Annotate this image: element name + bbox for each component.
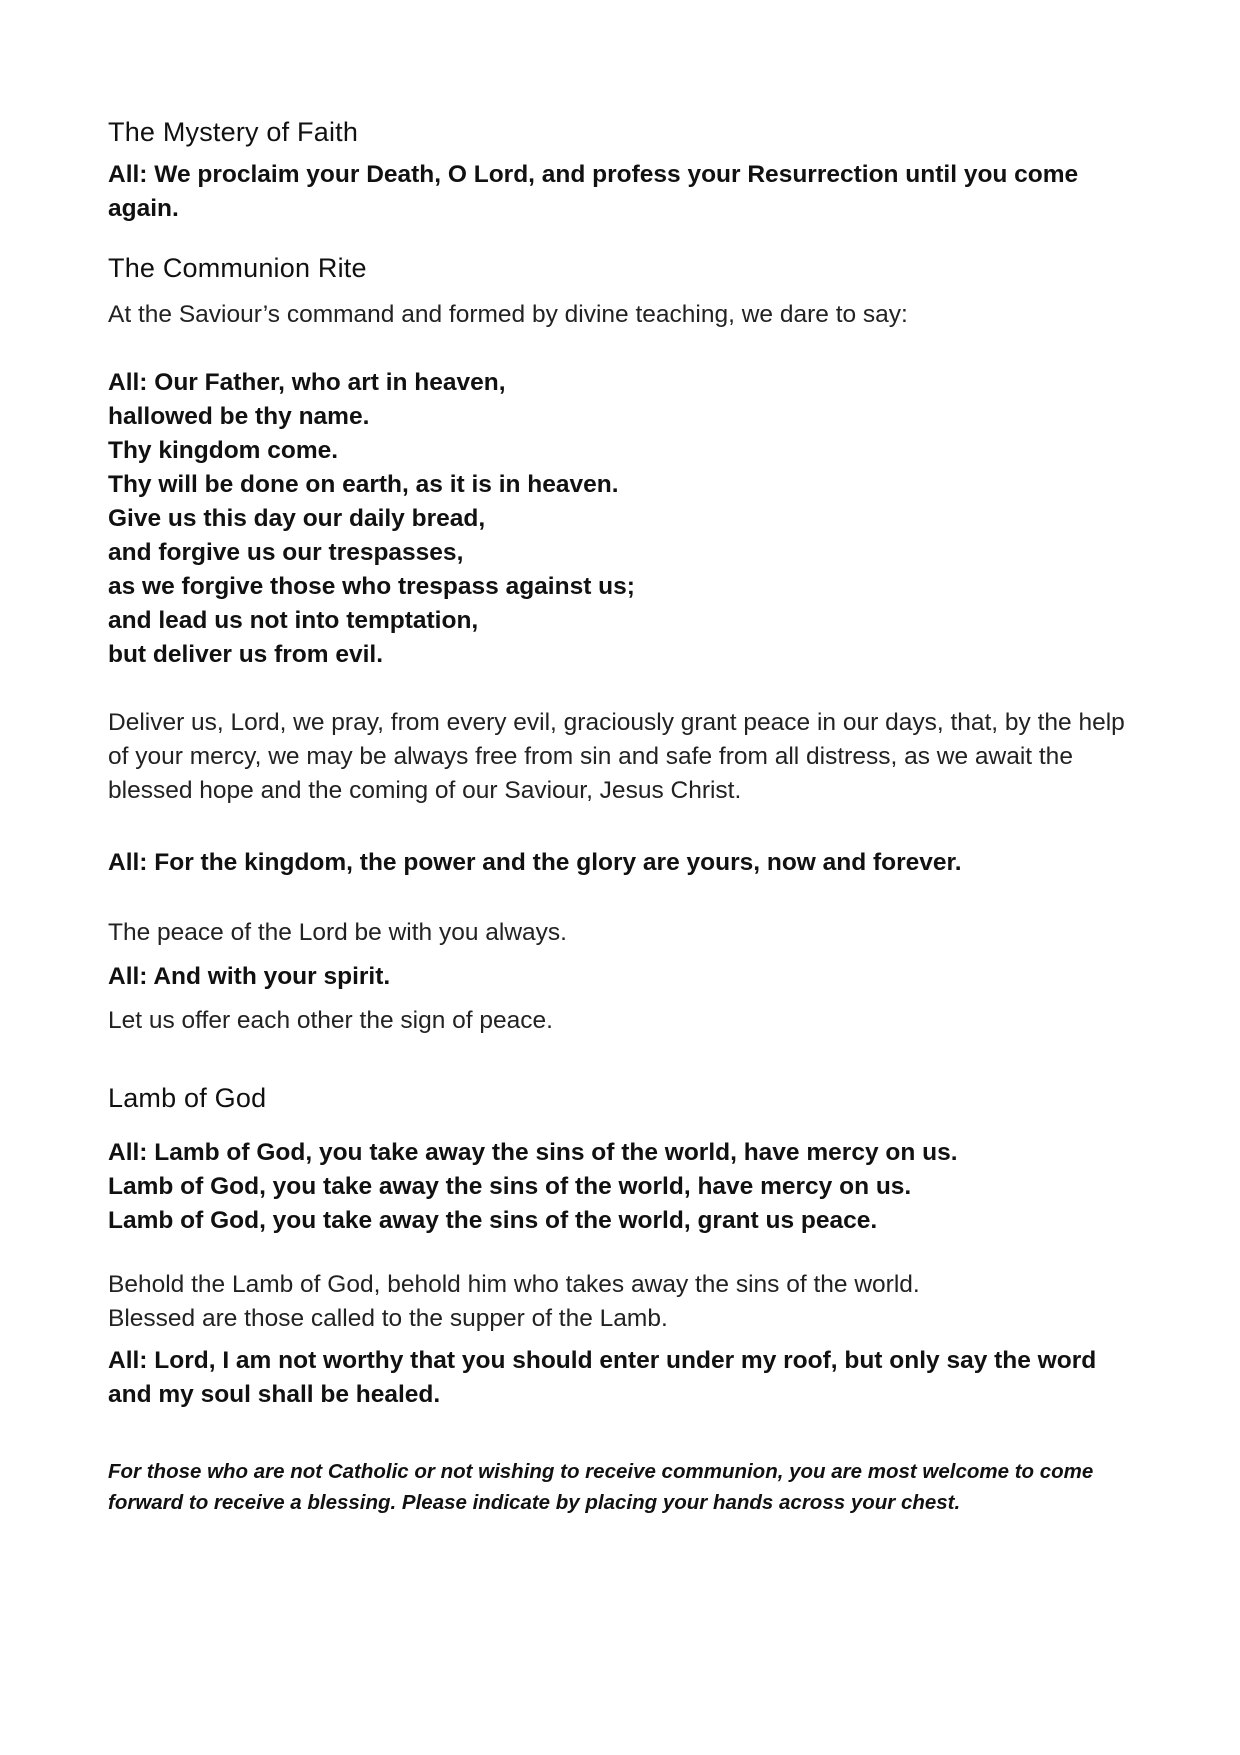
peace-invitation: Let us offer each other the sign of peace.: [108, 1007, 553, 1034]
blessing-note: For those who are not Catholic or not wishing to receive communion, you are most welcome to come forward to receive a blessing. Please indicate by placing your hands across your chest.: [108, 1460, 1094, 1514]
behold-line: Behold the Lamb of God, behold him who takes away the sins of the world.: [108, 1271, 920, 1298]
peace-response: All: And with your spirit.: [108, 963, 391, 990]
lamb-of-god-heading: Lamb of God: [108, 1083, 267, 1113]
our-father-line: Thy will be done on earth, as it is in heaven.: [108, 471, 619, 498]
our-father-line: and lead us not into temptation,: [108, 607, 479, 634]
communion-rite-heading: The Communion Rite: [108, 253, 367, 283]
our-father-line: as we forgive those who trespass against us;: [108, 573, 635, 600]
liturgy-page: [108, 112, 1138, 1518]
our-father-line: Thy kingdom come.: [108, 437, 339, 464]
embolism-prayer: Deliver us, Lord, we pray, from every evil, graciously grant peace in our days, that, by the help of your mercy, we may be always free from sin and safe from all distress, as we await the blessed hope and the coming of our Saviour, Jesus Christ.: [108, 709, 1125, 804]
our-father-line: Give us this day our daily bread,: [108, 505, 486, 532]
doxology-response: All: For the kingdom, the power and the glory are yours, now and forever.: [108, 849, 962, 876]
communion-intro: At the Saviour’s command and formed by divine teaching, we dare to say:: [108, 301, 908, 328]
our-father-prayer: [108, 366, 1138, 672]
lord-i-am-not-worthy-response: All: Lord, I am not worthy that you should enter under my roof, but only say the word and my soul shall be healed.: [108, 1347, 1097, 1408]
our-father-line: but deliver us from evil.: [108, 641, 384, 668]
lamb-of-god-litany: [108, 1136, 1138, 1238]
lamb-of-god-line: All: Lamb of God, you take away the sins of the world, have mercy on us.: [108, 1139, 958, 1166]
mystery-of-faith-heading: The Mystery of Faith: [108, 117, 359, 147]
lamb-of-god-line: Lamb of God, you take away the sins of the world, have mercy on us.: [108, 1173, 912, 1200]
our-father-line: All: Our Father, who art in heaven,: [108, 369, 506, 396]
mystery-of-faith-response: All: We proclaim your Death, O Lord, and profess your Resurrection until you come again.: [108, 161, 1079, 222]
peace-priest-line: The peace of the Lord be with you always.: [108, 919, 567, 946]
our-father-line: and forgive us our trespasses,: [108, 539, 464, 566]
lamb-of-god-line: Lamb of God, you take away the sins of the world, grant us peace.: [108, 1207, 878, 1234]
behold-lamb-text: [108, 1268, 1138, 1336]
our-father-line: hallowed be thy name.: [108, 403, 370, 430]
behold-line: Blessed are those called to the supper of the Lamb.: [108, 1305, 668, 1332]
